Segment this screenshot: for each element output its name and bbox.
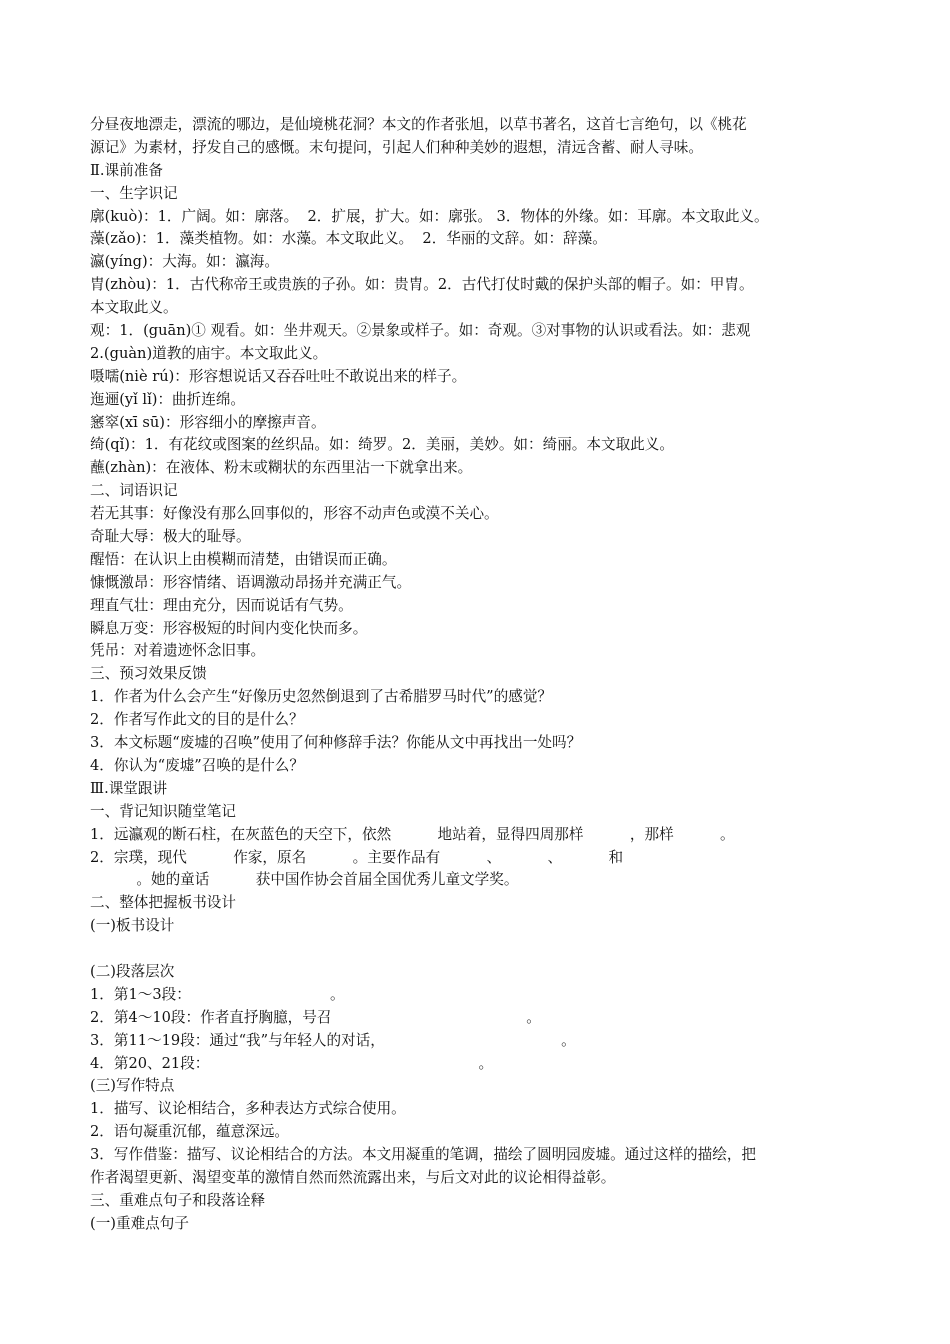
subsection-heading: 一、背记知识随堂笔记 (90, 802, 236, 820)
phrase-entry: 慷慨激昂：形容情绪、语调激动昂扬并充满正气。 (90, 573, 412, 591)
vocab-entry: 2.(guàn)道教的庙宇。本文取此义。 (90, 344, 328, 362)
question-item: 3．本文标题“废墟的召唤”使用了何种修辞手法？你能从文中再找出一处吗？ (90, 734, 582, 752)
fill-blank-item: 3．第11～19段：通过“我”与年轻人的对话， 。 (90, 1031, 576, 1049)
text-line: 源记》为素材，抒发自己的感慨。末句提问，引起人们种种美妙的遐想，清远含蓄、耐人寻味。 (90, 138, 703, 156)
vocab-entry: 蘸(zhàn)：在液体、粉末或糊状的东西里沾一下就拿出来。 (90, 459, 473, 477)
phrase-entry: 理直气壮：理由充分，因而说话有气势。 (90, 596, 353, 614)
phrase-entry: 奇耻大辱：极大的耻辱。 (90, 528, 251, 546)
section-heading: Ⅲ.课堂跟讲 (90, 779, 168, 797)
subsection-heading: 三、重难点句子和段落诠释 (90, 1191, 266, 1209)
vocab-entry: 迤逦(yǐ lǐ)：曲折连绵。 (90, 390, 246, 408)
fill-blank-item: 2．宗璞，现代 作家，原名 。主要作品有 、 、 和 (90, 848, 624, 866)
list-item: 3．写作借鉴：描写、议论相结合的方法。本文用凝重的笔调，描绘了圆明园废墟。通过这样的描绘，把 (90, 1146, 757, 1164)
sub-heading: (一)重难点句子 (90, 1214, 189, 1232)
phrase-entry: 瞬息万变：形容极短的时间内变化快而多。 (90, 619, 368, 637)
sub-heading: (二)段落层次 (90, 962, 175, 980)
vocab-entry: 观：1．(guān)① 观看。如：坐井观天。②景象或样子。如：奇观。③对事物的认识或看法。如：悲观 (90, 322, 751, 340)
question-item: 2．作者写作此文的目的是什么？ (90, 711, 304, 729)
vocab-entry: 嗫嚅(niè rú)：形容想说话又吞吞吐吐不敢说出来的样子。 (90, 367, 467, 385)
subsection-heading: 一、生字识记 (90, 184, 178, 202)
sub-heading: (三)写作特点 (90, 1077, 175, 1095)
subsection-heading: 二、词语识记 (90, 482, 178, 500)
list-item: 作者渴望更新、渴望变革的激情自然而然流露出来，与后文对此的议论相得益彰。 (90, 1168, 616, 1186)
vocab-entry: 本文取此义。 (90, 299, 178, 317)
phrase-entry: 若无其事：好像没有那么回事似的，形容不动声色或漠不关心。 (90, 505, 499, 523)
vocab-entry: 胄(zhòu)：1．古代称帝王或贵族的子孙。如：贵胄。2．古代打仗时戴的保护头部的帽子。如：甲胄。 (90, 276, 754, 294)
fill-blank-item: 1．第1～3段： 。 (90, 985, 345, 1003)
list-item: 1．描写、议论相结合，多种表达方式综合使用。 (90, 1100, 406, 1118)
fill-blank-item: 2．第4～10段：作者直抒胸臆，号召 。 (90, 1008, 541, 1026)
fill-blank-item: 4．第20、21段： 。 (90, 1054, 494, 1072)
phrase-entry: 凭吊：对着遗迹怀念旧事。 (90, 642, 266, 660)
vocab-entry: 瀛(yíng)：大海。如：瀛海。 (90, 253, 279, 271)
vocab-entry: 窸窣(xī sū)：形容细小的摩擦声音。 (90, 413, 326, 431)
vocab-entry: 绮(qǐ)：1．有花纹或图案的丝织品。如：绮罗。2．美丽，美妙。如：绮丽。本文取此义。 (90, 436, 674, 454)
vocab-entry: 廓(kuò)：1．广阔。如：廓落。 2．扩展，扩大。如：廓张。 3．物体的外缘。如：耳廓。本文取此义。 (90, 207, 769, 225)
fill-blank-item: 1．远瀛观的断石柱，在灰蓝色的天空下，依然 地站着，显得四周那样 ，那样 。 (90, 825, 735, 843)
text-line: 分昼夜地漂走，漂流的哪边，是仙境桃花洞？本文的作者张旭，以草书著名，这首七言绝句，以《桃花 (90, 116, 747, 133)
blank-line (90, 938, 865, 961)
list-item: 2．语句凝重沉郁，蕴意深远。 (90, 1123, 290, 1141)
phrase-entry: 醒悟：在认识上由模糊而清楚，由错误而正确。 (90, 550, 397, 568)
question-item: 4．你认为“废墟”召唤的是什么？ (90, 756, 304, 774)
fill-blank-item: 。她的童话 获中国作协会首届全国优秀儿童文学奖。 (90, 871, 519, 889)
subsection-heading: 二、整体把握板书设计 (90, 894, 236, 912)
sub-heading: (一)板书设计 (90, 917, 175, 935)
vocab-entry: 藻(zǎo)：1．藻类植物。如：水藻。本文取此义。 2．华丽的文辞。如：辞藻。 (90, 230, 607, 248)
section-heading: Ⅱ.课前准备 (90, 161, 163, 179)
document-page (90, 114, 865, 1236)
subsection-heading: 三、预习效果反馈 (90, 665, 207, 683)
question-item: 1．作者为什么会产生“好像历史忽然倒退到了古希腊罗马时代”的感觉？ (90, 688, 553, 706)
